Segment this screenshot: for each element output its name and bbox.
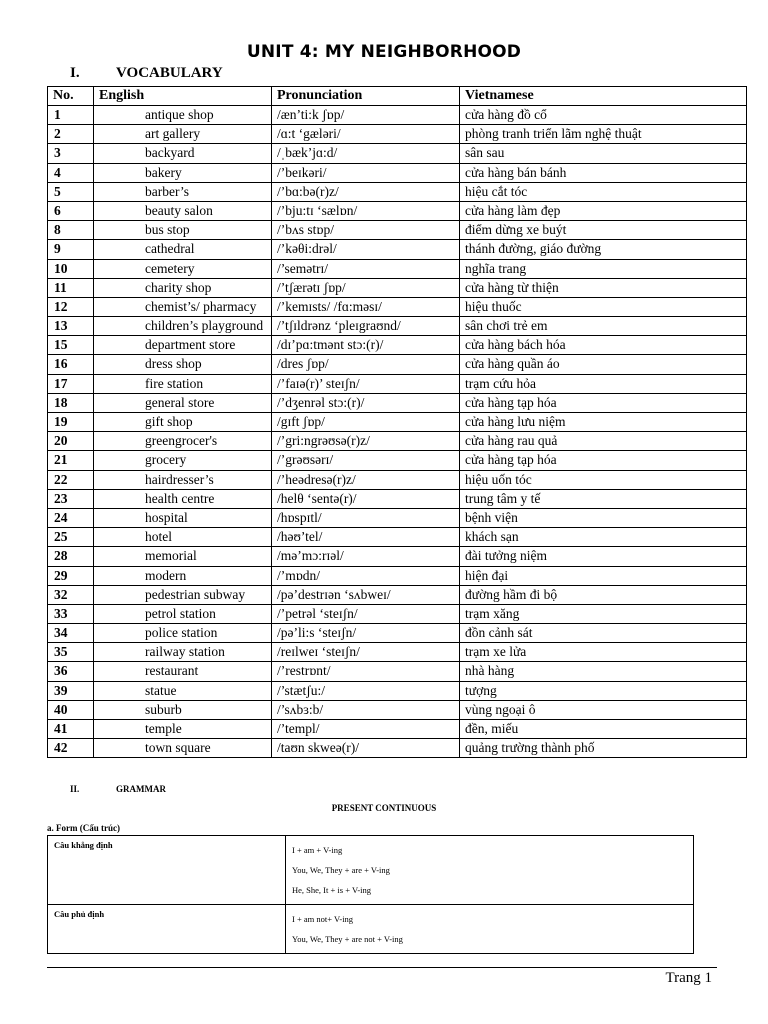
vietnamese-meaning: hiệu cắt tóc [460, 182, 747, 201]
vietnamese-meaning: trạm cứu hỏa [460, 374, 747, 393]
table-row [48, 643, 747, 662]
row-number: 34 [48, 624, 94, 643]
english-word: hotel [94, 528, 272, 547]
table-row [48, 739, 747, 758]
table-row [48, 317, 747, 336]
form-line: He, She, It + is + V-ing [292, 885, 372, 895]
table-row [48, 106, 747, 125]
english-word: dress shop [94, 355, 272, 374]
english-word: police station [94, 624, 272, 643]
col-header-english: English [94, 87, 272, 106]
pronunciation: /mə’mɔ:rɪəl/ [272, 547, 460, 566]
vietnamese-meaning: tượng [460, 681, 747, 700]
english-word: statue [94, 681, 272, 700]
pronunciation: /’beɪkəri/ [272, 163, 460, 182]
english-word: backyard [94, 144, 272, 163]
english-word: restaurant [94, 662, 272, 681]
row-number: 25 [48, 528, 94, 547]
pronunciation: /’kəθi:drəl/ [272, 240, 460, 259]
affirmative-label: Câu khẳng định [48, 836, 286, 905]
vietnamese-meaning: hiệu thuốc [460, 297, 747, 316]
english-word: hairdresser’s [94, 470, 272, 489]
vocabulary-rows [48, 106, 747, 758]
pronunciation: /pə’li:s ‘steɪʃn/ [272, 624, 460, 643]
table-row [48, 585, 747, 604]
table-row [48, 393, 747, 412]
row-number: 21 [48, 451, 94, 470]
english-word: department store [94, 336, 272, 355]
pronunciation: /æn’ti:k ʃɒp/ [272, 106, 460, 125]
row-number: 16 [48, 355, 94, 374]
pronunciation: /’templ/ [272, 720, 460, 739]
row-number: 17 [48, 374, 94, 393]
vocabulary-heading [70, 65, 223, 82]
table-row [48, 508, 747, 527]
row-number: 15 [48, 336, 94, 355]
english-word: temple [94, 720, 272, 739]
english-word: grocery [94, 451, 272, 470]
section-number: II. [70, 784, 80, 794]
form-line: You, We, They + are not + V-ing [292, 934, 403, 944]
pronunciation: /həʊ’tel/ [272, 528, 460, 547]
vietnamese-meaning: sân sau [460, 144, 747, 163]
table-row [48, 604, 747, 623]
pronunciation: /dɪ’pɑ:tmənt stɔ:(r)/ [272, 336, 460, 355]
table-row [48, 547, 747, 566]
row-number: 40 [48, 700, 94, 719]
row-number: 22 [48, 470, 94, 489]
vietnamese-meaning: cửa hàng tạp hóa [460, 393, 747, 412]
section-title: VOCABULARY [116, 65, 223, 81]
table-header-row [48, 87, 747, 106]
vietnamese-meaning: nghĩa trang [460, 259, 747, 278]
row-number: 2 [48, 125, 94, 144]
row-number: 39 [48, 681, 94, 700]
row-number: 42 [48, 739, 94, 758]
row-number: 9 [48, 240, 94, 259]
english-word: modern [94, 566, 272, 585]
pronunciation: /helθ ‘sentə(r)/ [272, 489, 460, 508]
table-row [48, 259, 747, 278]
pronunciation: /’kemɪsts/ /fɑ:məsɪ/ [272, 297, 460, 316]
table-row [48, 182, 747, 201]
pronunciation: /’tʃærətɪ ʃɒp/ [272, 278, 460, 297]
vietnamese-meaning: cửa hàng làm đẹp [460, 201, 747, 220]
table-row [48, 297, 747, 316]
vietnamese-meaning: trạm xăng [460, 604, 747, 623]
pronunciation: /’tʃɪldrənz ‘pleɪgraʊnd/ [272, 317, 460, 336]
form-line: You, We, They + are + V-ing [292, 865, 390, 875]
row-number: 28 [48, 547, 94, 566]
negative-forms [286, 905, 694, 954]
table-row [48, 355, 747, 374]
table-row [48, 201, 747, 220]
pronunciation: /ˌbæk’jɑ:d/ [272, 144, 460, 163]
vietnamese-meaning: cửa hàng đồ cổ [460, 106, 747, 125]
grammar-table [47, 835, 694, 954]
table-row [48, 681, 747, 700]
pronunciation: /’semətrɪ/ [272, 259, 460, 278]
footer-divider [47, 967, 717, 968]
form-label: a. Form (Cấu trúc) [47, 823, 120, 833]
pronunciation: /’dʒenrəl stɔ:(r)/ [272, 393, 460, 412]
col-header-pronunciation: Pronunciation [272, 87, 460, 106]
pronunciation: /’petrəl ‘steɪʃn/ [272, 604, 460, 623]
table-row [48, 662, 747, 681]
row-number: 4 [48, 163, 94, 182]
row-number: 32 [48, 585, 94, 604]
negative-label: Câu phủ định [48, 905, 286, 954]
vietnamese-meaning: cửa hàng từ thiện [460, 278, 747, 297]
table-row [48, 221, 747, 240]
table-row [48, 624, 747, 643]
row-number: 41 [48, 720, 94, 739]
col-header-vietnamese: Vietnamese [460, 87, 747, 106]
pronunciation: /’sʌbɜ:b/ [272, 700, 460, 719]
row-number: 11 [48, 278, 94, 297]
form-line: I + am not+ V-ing [292, 914, 354, 924]
vietnamese-meaning: quảng trường thành phố [460, 739, 747, 758]
row-number: 19 [48, 413, 94, 432]
english-word: suburb [94, 700, 272, 719]
table-row [48, 451, 747, 470]
row-number: 35 [48, 643, 94, 662]
pronunciation: /gɪft ʃɒp/ [272, 413, 460, 432]
pronunciation: /taʊn skweə(r)/ [272, 739, 460, 758]
pronunciation: /’grəʊsərɪ/ [272, 451, 460, 470]
english-word: cemetery [94, 259, 272, 278]
english-word: cathedral [94, 240, 272, 259]
vietnamese-meaning: hiệu uốn tóc [460, 470, 747, 489]
table-row [48, 470, 747, 489]
english-word: chemist’s/ pharmacy [94, 297, 272, 316]
english-word: fire station [94, 374, 272, 393]
grammar-subheading: PRESENT CONTINUOUS [331, 803, 437, 813]
pronunciation: /’restrɒnt/ [272, 662, 460, 681]
english-word: bus stop [94, 221, 272, 240]
pronunciation: /hɒspɪtl/ [272, 508, 460, 527]
section-number: I. [70, 65, 80, 81]
pronunciation: /pə’destrɪən ‘sʌbweɪ/ [272, 585, 460, 604]
vietnamese-meaning: cửa hàng bách hóa [460, 336, 747, 355]
table-row [48, 144, 747, 163]
form-line: I + am + V-ing [292, 845, 343, 855]
table-row [48, 489, 747, 508]
row-number: 6 [48, 201, 94, 220]
pronunciation: /’bju:tɪ ‘sælɒn/ [272, 201, 460, 220]
vietnamese-meaning: thánh đường, giáo đường [460, 240, 747, 259]
row-number: 24 [48, 508, 94, 527]
section-title: GRAMMAR [116, 784, 166, 794]
vietnamese-meaning: điểm dừng xe buýt [460, 221, 747, 240]
pronunciation: /ɑ:t ‘gæləri/ [272, 125, 460, 144]
col-header-no: No. [48, 87, 94, 106]
english-word: health centre [94, 489, 272, 508]
table-row [48, 374, 747, 393]
grammar-heading [70, 784, 166, 794]
pronunciation: /’faɪə(r)’ steɪʃn/ [272, 374, 460, 393]
vietnamese-meaning: trạm xe lửa [460, 643, 747, 662]
table-row [48, 566, 747, 585]
english-word: town square [94, 739, 272, 758]
vietnamese-meaning: cửa hàng bán bánh [460, 163, 747, 182]
english-word: charity shop [94, 278, 272, 297]
english-word: greengrocer's [94, 432, 272, 451]
english-word: barber’s [94, 182, 272, 201]
row-number: 18 [48, 393, 94, 412]
vietnamese-meaning: phòng tranh triển lãm nghệ thuật [460, 125, 747, 144]
page-number: Trang 1 [665, 970, 712, 986]
row-number: 3 [48, 144, 94, 163]
negative-row [48, 905, 694, 954]
vietnamese-meaning: cửa hàng lưu niệm [460, 413, 747, 432]
vietnamese-meaning: nhà hàng [460, 662, 747, 681]
table-row [48, 528, 747, 547]
table-row [48, 125, 747, 144]
vietnamese-meaning: cửa hàng tạp hóa [460, 451, 747, 470]
english-word: memorial [94, 547, 272, 566]
english-word: children’s playground [94, 317, 272, 336]
table-row [48, 278, 747, 297]
vietnamese-meaning: trung tâm y tế [460, 489, 747, 508]
row-number: 5 [48, 182, 94, 201]
row-number: 8 [48, 221, 94, 240]
vietnamese-meaning: cửa hàng rau quả [460, 432, 747, 451]
pronunciation: /’gri:ngrəʊsə(r)z/ [272, 432, 460, 451]
vietnamese-meaning: đền, miếu [460, 720, 747, 739]
vietnamese-meaning: vùng ngoại ô [460, 700, 747, 719]
table-row [48, 336, 747, 355]
row-number: 23 [48, 489, 94, 508]
vietnamese-meaning: bệnh viện [460, 508, 747, 527]
vietnamese-meaning: cửa hàng quần áo [460, 355, 747, 374]
affirmative-forms [286, 836, 694, 905]
pronunciation: /reɪlweɪ ‘steɪʃn/ [272, 643, 460, 662]
english-word: hospital [94, 508, 272, 527]
english-word: art gallery [94, 125, 272, 144]
vietnamese-meaning: sân chơi trẻ em [460, 317, 747, 336]
pronunciation: /’bʌs stɒp/ [272, 221, 460, 240]
vietnamese-meaning: hiện đại [460, 566, 747, 585]
row-number: 33 [48, 604, 94, 623]
vietnamese-meaning: đài tưởng niệm [460, 547, 747, 566]
english-word: beauty salon [94, 201, 272, 220]
affirmative-row [48, 836, 694, 905]
table-row [48, 240, 747, 259]
table-row [48, 720, 747, 739]
vocabulary-table [47, 86, 747, 758]
table-row [48, 413, 747, 432]
row-number: 36 [48, 662, 94, 681]
row-number: 29 [48, 566, 94, 585]
english-word: railway station [94, 643, 272, 662]
pronunciation: /dres ʃɒp/ [272, 355, 460, 374]
english-word: pedestrian subway [94, 585, 272, 604]
english-word: antique shop [94, 106, 272, 125]
pronunciation: /’heədresə(r)z/ [272, 470, 460, 489]
english-word: general store [94, 393, 272, 412]
english-word: petrol station [94, 604, 272, 623]
page-title: UNIT 4: MY NEIGHBORHOOD [246, 42, 522, 62]
row-number: 20 [48, 432, 94, 451]
pronunciation: /’mɒdn/ [272, 566, 460, 585]
vietnamese-meaning: khách sạn [460, 528, 747, 547]
pronunciation: /’stætʃu:/ [272, 681, 460, 700]
table-row [48, 163, 747, 182]
english-word: gift shop [94, 413, 272, 432]
vietnamese-meaning: đường hầm đi bộ [460, 585, 747, 604]
row-number: 13 [48, 317, 94, 336]
table-row [48, 432, 747, 451]
row-number: 1 [48, 106, 94, 125]
vietnamese-meaning: đồn cảnh sát [460, 624, 747, 643]
english-word: bakery [94, 163, 272, 182]
row-number: 10 [48, 259, 94, 278]
row-number: 12 [48, 297, 94, 316]
pronunciation: /’bɑ:bə(r)z/ [272, 182, 460, 201]
table-row [48, 700, 747, 719]
